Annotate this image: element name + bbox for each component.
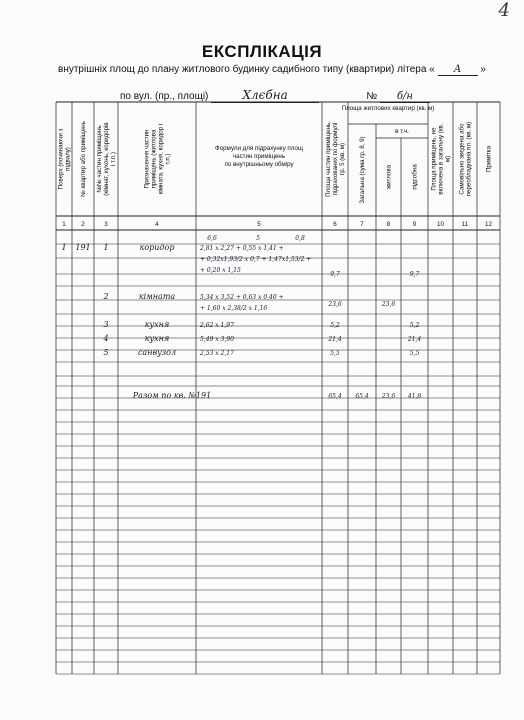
cell-apartment: 191 xyxy=(75,243,91,252)
cell-formula: + 0,20 х 1,15 xyxy=(200,267,241,274)
street-value: Хлєбна xyxy=(211,88,319,103)
formula-header: по внутрішньому обміру xyxy=(224,161,294,168)
cell-part-number: 4 xyxy=(103,334,109,343)
column-header: підрахованих по формулі xyxy=(332,122,339,196)
column-header: підвалу) xyxy=(64,147,72,171)
number-value: б/н xyxy=(380,91,430,103)
cell-auxiliary: 5,2 xyxy=(409,322,420,329)
street-label: по вул. (пр., площі) xyxy=(120,91,209,102)
cell-purpose: санвузол xyxy=(137,348,177,357)
table-headers xyxy=(58,105,493,242)
column-header: включена в загальну (кв. xyxy=(437,123,445,195)
cell-area: 5,5 xyxy=(330,350,340,357)
cell-purpose: кухня xyxy=(144,320,170,329)
formula-top-value: 6,6 xyxy=(207,235,217,242)
column-header: гр. 5 (кв. м) xyxy=(339,142,346,176)
column-header: і т.п.) xyxy=(110,151,117,167)
column-number: 7 xyxy=(360,221,364,228)
cell-part-number: 2 xyxy=(103,292,109,301)
table-body xyxy=(61,243,421,400)
number-label: № xyxy=(366,91,378,102)
cell-purpose: коридор xyxy=(139,243,175,252)
cell-part-number: 1 xyxy=(103,243,109,252)
cell-area: 23,6 xyxy=(328,301,342,308)
document-title: ЕКСПЛІКАЦІЯ xyxy=(201,42,323,61)
cell-area: 5,2 xyxy=(330,322,340,329)
formula-top-value: 5 xyxy=(256,235,260,242)
column-number: 12 xyxy=(485,221,492,228)
litera-value: А xyxy=(438,64,478,76)
column-header: кімната, кухня, коридор і xyxy=(157,123,165,195)
cell-formula: 2,53 х 2,17 xyxy=(200,350,234,357)
cell-purpose: кухня xyxy=(144,334,170,343)
column-number: 4 xyxy=(155,221,159,228)
column-number: 9 xyxy=(412,221,417,228)
page-number-mark: 4 xyxy=(498,0,510,21)
column-header: Площа частин приміщень, xyxy=(325,121,332,197)
column-header: переобладнана пл. (кв. м) xyxy=(465,121,473,197)
column-header: приміщень (житлова xyxy=(150,129,158,189)
cell-formula: + 1,60 х 2,38/2 х 1,16 xyxy=(200,305,268,312)
cell-formula: 5,34 х 3,52 + 0,63 х 0,40 + xyxy=(200,294,284,301)
subtitle-close: » xyxy=(480,64,486,75)
column-header: підсобна xyxy=(411,164,419,190)
cell-part-number: 3 xyxy=(103,320,109,329)
cell-auxiliary: 5,5 xyxy=(409,350,420,357)
column-header: Примітка xyxy=(485,145,493,173)
cell-part-number: 5 xyxy=(103,348,109,357)
formula-top-value: 0,8 xyxy=(295,235,305,242)
column-header: Поверх (починаючи з xyxy=(57,128,65,190)
column-header: (кімнат, кухонь, коридорів xyxy=(103,122,110,196)
column-number: 11 xyxy=(461,221,469,228)
total-general: 65,4 xyxy=(355,393,369,400)
column-number: 1 xyxy=(62,221,66,228)
column-header: м) xyxy=(444,155,452,163)
column-number: 2 xyxy=(81,221,85,228)
column-header: № квартир або приміщень xyxy=(80,121,87,197)
column-number: 6 xyxy=(333,221,337,228)
total-area: 65,4 xyxy=(328,393,342,400)
column-header: Самовільно зведена або xyxy=(458,123,466,195)
incl-header: в т.ч. xyxy=(395,128,409,135)
subtitle-text: внутрішніх площ до плану житлового будинку садибного типу (квартири) літера « xyxy=(58,64,435,75)
group-header: Площа житлових квартир (кв. м) xyxy=(341,105,435,112)
total-living: 23,6 xyxy=(381,393,396,400)
cell-living: 23,6 xyxy=(381,301,396,308)
cell-formula: + 0,32х1,93/2 х 0,7 + 1,47х1,53/2 + xyxy=(200,256,312,263)
column-number: 5 xyxy=(257,221,261,228)
cell-area: 21,4 xyxy=(328,336,342,343)
cell-floor: 1 xyxy=(61,243,67,252)
cell-area: 9,7 xyxy=(330,271,340,278)
column-header: Призначення частин xyxy=(143,129,151,189)
cell-formula: 5,49 х 3,90 xyxy=(200,336,234,343)
total-label: Разом по кв. №191 xyxy=(132,391,212,400)
column-header: житлова xyxy=(385,164,393,190)
formula-header: Формули для підрахунку площ xyxy=(215,145,303,152)
column-header: Загальна (сума гр. 8, 9) xyxy=(359,136,366,204)
column-header: №№ частин приміщень xyxy=(96,125,103,193)
cell-auxiliary: 9,7 xyxy=(409,271,420,278)
column-header: Площа приміщень, не xyxy=(430,127,438,191)
formula-header: частин приміщень xyxy=(232,153,286,160)
total-auxiliary: 41,8 xyxy=(407,393,422,400)
column-number: 10 xyxy=(437,221,444,228)
column-number: 3 xyxy=(104,221,108,228)
cell-formula: 2,81 х 2,27 + 0,55 х 1,41 + xyxy=(200,245,284,252)
cell-auxiliary: 21,4 xyxy=(407,336,422,343)
column-number: 8 xyxy=(386,221,391,228)
cell-purpose: кімната xyxy=(138,292,176,301)
cell-formula: 2,62 х 1,97 xyxy=(200,322,234,329)
column-header: т.п.) xyxy=(164,153,172,165)
